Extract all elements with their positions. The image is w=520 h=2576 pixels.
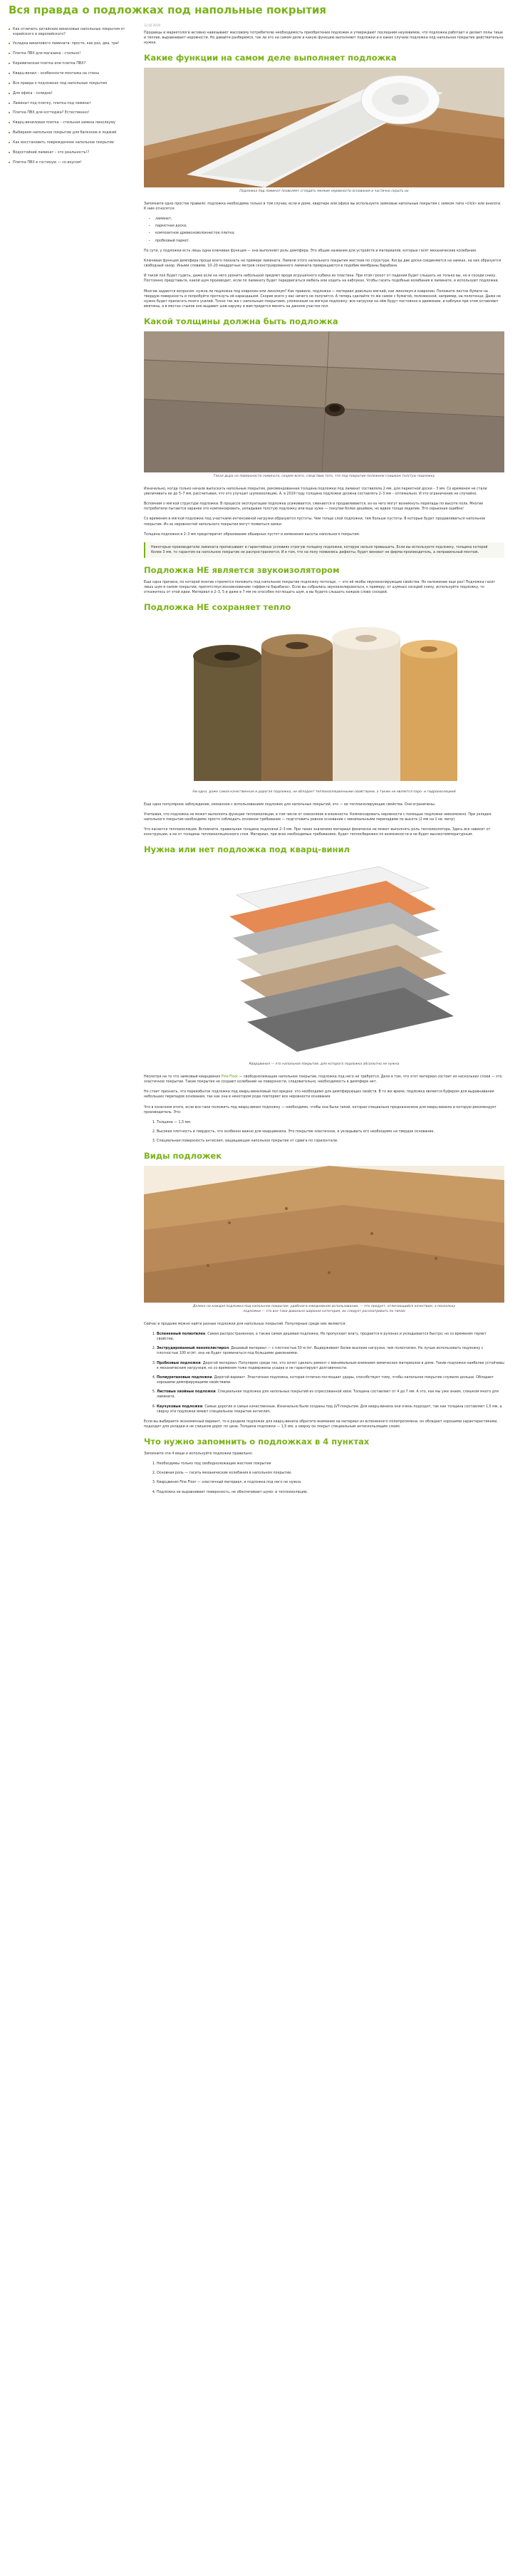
paragraph: Но стоит признать, что переизбыток подложки под кварц-виниловый пол вредно: это необходимо для демпфирующих свойств. В то же время, подложка является буфером для выравнивания небольших перепадов основания, так как она в некотором роде повторяет все неровности основания. — [144, 1090, 494, 1100]
list-item: 2. Высокая плотность и твердость, что особенно важно для кварцвинила. Это покрытие эластичное, и укладывать его необходимо на твердое основание. — [157, 1129, 504, 1134]
type-name: Листовые хвойные подложки — [157, 1390, 216, 1395]
page-title: Вся правда о подложках под напольные покрытия — [9, 4, 327, 16]
summary-list — [144, 1462, 504, 1495]
type-desc: Дешевый материал — с плотностью 50 кг/м³. Выдерживает более высокие нагрузки, чем полиэтилен. Но лучше использовать подложку с плотностью 100 кг/м³, она не будет проминаться под большими давлениями. — [157, 1347, 484, 1356]
figure-caption: Далеко не каждая подложка под напольное покрытие, удобная в ежедневном использовании, — это продукт, отличающийся качеством, а поскольку подложки — это все таки довольно широкая категория, их следует рассматривать по типам — [192, 1304, 456, 1313]
list-item: • пробковый паркет. — [155, 239, 504, 244]
figure-underlay-roll — [144, 68, 504, 195]
list-item: 3. Кварцвинил Fine Floor — эластичный материал, и подложка под него не нужна. — [157, 1480, 504, 1485]
sidebar-link[interactable]: Плитка ПВХ в гостиную — со вкусом! — [13, 160, 82, 165]
list-item: 4. Подложка не выравнивает поверхность, не обеспечивает шумо- и теплоизоляцию. — [157, 1490, 504, 1495]
section-heading-warmth: Подложка НЕ сохраняет тепло — [144, 602, 291, 613]
sidebar-item[interactable] — [9, 79, 137, 89]
sidebar-item[interactable] — [9, 148, 137, 158]
paragraph: Что касается теплоизоляции. Вспомните, правильная толщина подложки 2–3 мм. При таких значениях материал физически не может выполнять роль теплоизолятора. Здесь все зависит от конструкции, а не от толщины теплоизоляционного слоя. Материал, при всех необходимых требованиях, будет теплосбережен по возможности и не будет высокотемпературным. — [144, 828, 491, 837]
type-name: Каучуковые подложки — [157, 1405, 203, 1409]
function-list — [144, 217, 504, 244]
quartz-layers-image — [144, 859, 504, 1060]
figure-underlay-rolls — [144, 617, 504, 795]
sidebar-item[interactable] — [9, 128, 137, 138]
paragraph: Со временем в мягкой подложке под участками интенсивной нагрузки образуются пустоты. Чем толще слой подложки, тем больше пустоты. В которые будет продавливаться напольное покрытие. Из-за неровностей напольного покрытия могут появиться замки. — [144, 517, 486, 527]
list-item: 6. Каучуковые подложки. Самые дорогие и самые качественные. Изначально были созданы под LVT-покрытия. Для кварц-винила они очень подходят, так как толщина составляет 1,5 мм, а сверху эти подложки имеют специальное покрытие антислип. — [157, 1405, 504, 1414]
sidebar-link[interactable]: Водостойкий ламинат – это реальность!? — [13, 150, 90, 155]
cork-underlay-illustration — [144, 1166, 504, 1303]
paragraph — [144, 1075, 504, 1085]
article-intro: Продавцы и маркетологи активно навязывают массовому потребителю необходимость приобретения подложек и утверждают последним неуязвимое, что подложка работает и делает полы тише и теплее, выравнивает неровности. Но давайте разберемся, так ли это на самом деле и какую функцию выполняют подложки и в каких случаях подложка под напольное покрытие действительно нужна. — [144, 31, 504, 46]
article-date: 12.02.2019 — [144, 23, 160, 27]
quartz-requirements-list — [144, 1120, 504, 1144]
sidebar-link[interactable]: Ламинат под плитку, плитка под ламинат — [13, 100, 91, 105]
underlay-types-list — [144, 1332, 504, 1414]
sidebar-item[interactable] — [9, 138, 137, 148]
sidebar-item[interactable] — [9, 108, 137, 118]
section-heading-sound: Подложка НЕ является звукоизолятором — [144, 565, 340, 576]
underlay-roll-image — [144, 68, 504, 187]
sidebar-item[interactable] — [9, 69, 137, 79]
list-item: • ламинат; — [155, 217, 504, 222]
list-item: 2. Экструдированный пенополистирол. Дешевый материал — с плотностью 50 кг/м³. Выдерживает более высокие нагрузки, чем полиэтилен. Но лучше использовать подложку с плотностью 100 кг/м³, она не будет проминаться под большими давлениями. — [157, 1346, 504, 1356]
figure-cork-underlay — [144, 1166, 504, 1315]
section-heading-thickness: Какой толщины должна быть подложка — [144, 316, 338, 327]
figure-caption: Подложка под ламинат позволяет сгладить мелкие неровности основания и частично скрыть их — [239, 189, 409, 193]
sidebar-item[interactable] — [9, 59, 137, 69]
sidebar-item[interactable] — [9, 99, 137, 109]
sidebar-item[interactable] — [9, 25, 137, 40]
fine-floor-link[interactable]: Fine Floor — [221, 1075, 239, 1079]
sidebar-link[interactable]: Кварц-виниловая плитка – стильная замена линолеуму — [13, 120, 115, 125]
sidebar-link[interactable]: Керамическая плитка или плитка ПВХ? — [13, 61, 86, 66]
sidebar-item[interactable] — [9, 158, 137, 168]
sidebar-item[interactable] — [9, 49, 137, 59]
underlay-rolls-image — [144, 617, 504, 788]
type-name: Полиуретановые подложки — [157, 1375, 212, 1380]
type-desc: Дорогой вариант. Эластичная подложка, которая отлично поглощает удары, способствует тому, чтобы напольное покрытие служило дольше. Обладает хорошими демпфирующими свойствами. — [157, 1375, 494, 1385]
list-item: 1. Необходимы только под свободнолежащие жесткие покрытия — [157, 1462, 504, 1467]
cork-underlay-image — [144, 1166, 504, 1303]
paragraph: Вспомним о мягкой структуре подложки. В процессе эксплуатации подложка усаживается, сминается и продавливается, из-за чего могут возникнуть перепады по высоте пола. Многие потребители пытаются заранее это компенсировать, укладывая толстую подложку или еще хуже — покупая более дешёвое, но вдвое толще изделие. Это серьезная ошибка! — [144, 502, 484, 512]
figure-quartz-layers — [144, 859, 504, 1067]
laminate-hole-image — [144, 331, 504, 472]
sidebar-link[interactable]: Плитка ПВХ для магазина - стильно! — [13, 51, 81, 56]
paragraph: Сейчас в продаже можно найти разные подложки для напольных покрытий. Популярные среди них являются: — [144, 1322, 346, 1326]
laminate-hole-illustration — [144, 331, 504, 472]
figure-caption: Кварцвинил — это напольное покрытие, для которого подложка абсолютно не нужна — [249, 1062, 400, 1066]
type-desc: Специальная подложка для напольных покрытий из спрессованной хвои. Толщина составляет от 4 до 7 мм. А это, как мы уже знаем, слишком много для ламината. — [157, 1390, 499, 1400]
sidebar-list — [9, 25, 137, 168]
figure-caption: Такая дыра на поверхности ламината, скорее всего, следствие того, что под покрытие положили слишком толстую подложку — [213, 474, 435, 478]
list-item: 5. Листовые хвойные подложки. Специальная подложка для напольных покрытий из спрессованной хвои. Толщина составляет от 4 до 7 мм. А это, как мы уже знаем, слишком много для ламината. — [157, 1390, 504, 1400]
article — [144, 24, 504, 1500]
sidebar-link[interactable]: Вся правда о подложках под напольные покрытия — [13, 81, 107, 86]
warranty-note: Некоторые производители ламината прописывают в гарантийных условиях строгую толщину подложки, которую нельзя превышать. Если вы используете подложку, толщина которой более 3 мм, то гарантия на напольное покрытие не распространяется. И в том, что на полу появились дефекты, будет виноват не фирма-производитель, а неправильный монтаж. — [144, 542, 504, 558]
paragraph: Изначально, когда только начали выпускать напольные покрытия, рекомендованная толщина подложки под ламинат составляла 2 мм, для паркетной доски – 3 мм. Со временем не стали увеличивать ее до 5–7 мм, рассчитывая, что это улучшит шумоизоляцию. А, в 2019 году толщина подложки должна составлять 2–3 мм – оптимально. И это ограничение не случайно. — [144, 487, 487, 496]
list-item: 3. Специальная поверхность антислип, защищающая напольное покрытие от сдвига по горизонтали. — [157, 1139, 504, 1144]
sidebar-item[interactable] — [9, 39, 137, 49]
type-desc: Дорогой материал. Популярен среди тех, кто хочет сделать ремонт с минимальным влиянием химических материалов в доме. Такие подложки наиболее устойчивы к механическим нагрузкам, но со временем тоже подвержены усадке и не гарантируют долговечности. — [157, 1361, 504, 1370]
sidebar-link[interactable]: Как отличить китайские виниловые напольные покрытия от корейского и европейского? — [13, 26, 125, 36]
underlay-rolls-illustration — [144, 617, 504, 788]
paragraph: Еще одна причина, по которой многие стремятся положить под напольное покрытие подложку потолще, — это её якобы звукоизолирующие свойства. Но наложение еще раз! Подложка гасит лишь шум в самом покрытии, препятствуя возникновению «эффекта барабана». Если вы собрались звукоизолироваться, к примеру, от шумных соседей снизу, используйте подложку, то откажитесь от этой идеи. Материал в 2–3, 5 и даже в 7 мм не способен поглощать шум, а вы будете слышать каждое слово соседей. — [144, 580, 496, 595]
sidebar-link[interactable]: Укладка винилового ламината: просто, как раз, два, три! — [13, 41, 120, 46]
text-span: Несмотря на то что замковый кварцвинил — [144, 1075, 221, 1079]
list-item: 1. Толщина — 1,5 мм. — [157, 1120, 504, 1125]
paragraph: Запомните эти 4 вещи и используйте подложки правильно: — [144, 1452, 253, 1456]
sidebar-link[interactable]: Плитка ПВХ для коттеджа? Естественно! — [13, 110, 90, 115]
paragraph: Запомните одно простое правило: подложка необходима только в том случае, если в доме, квартире или офисе вы используете замковые напольные покрытия с замком типа «click» или аналоги. К ним относятся: — [144, 202, 501, 211]
sidebar-link[interactable]: Кварц-винил – особенности монтажа на стены — [13, 71, 100, 76]
paragraph: Ключевая функция демпфера проще всего показать на примере ламината. Ламели этого напольного покрытия жесткие по структуре. Когда две доски соединяются на замках, на них образуется свободный зазор. Иными словами, 10–20 квадратных метров сконструированного ламината превращаются в подобие мембраны барабана. — [144, 259, 501, 269]
sidebar — [9, 24, 144, 168]
section-heading-types: Виды подложек — [144, 1151, 222, 1162]
paragraph: Что в конечном итоге, если все-таки положить под кварц-винил подложку — необходимо, чтобы она была такой, которая специально предназначена для кварц-винила и которую рекомендует производитель. Это: — [144, 1105, 496, 1114]
figure-laminate-hole — [144, 331, 504, 480]
list-item: 4. Полиуретановые подложки. Дорогой вариант. Эластичная подложка, которая отлично поглощает удары, способствует тому, чтобы напольное покрытие служило дольше. Обладает хорошими демпфирующими свойствами. — [157, 1375, 504, 1385]
section-heading-summary: Что нужно запомнить о подложках в 4 пунктах — [144, 1437, 370, 1447]
figure-caption: Ни одна, даже самая качественная и дорогая подложка, не обладает теплоизоляционными свойствами, а также не является паро- и гидроизоляцией — [192, 790, 456, 794]
sidebar-item[interactable] — [9, 89, 137, 99]
paragraph: По сути, у подложки есть лишь одна ключевая функция — она выполняет роль демпфера. Это общие названия для устройств и материалов, которые гасят механические колебания. — [144, 249, 477, 253]
list-item: 1. Вспененный полиэтилен. Самая распространенная, а также самая дешевая подложка. Не пропускает влагу, продается в рулонах и укладывается быстро, но со временем теряет свойства. — [157, 1332, 504, 1342]
list-item: 3. Пробковые подложки. Дорогой материал. Популярен среди тех, кто хочет сделать ремонт с минимальным влиянием химических материалов в доме. Такие подложки наиболее устойчивы к механическим нагрузкам, но со временем тоже подвержены усадке и не гарантируют долговечности. — [157, 1361, 504, 1371]
list-item: • композитное древесноволокнистое плитка; — [155, 231, 504, 236]
paragraph: Многие задаются вопросом: нужна ли подложка под ковролин или линолеум? Как правило, подложка — материал довольно мягкий, как линолеум и ковролин. Положите листок бумаги на твердую поверхность и попробуйте проткнуть её карандашом. Скорее всего у вас ничего не получится. А теперь сделайте то же самое с бумагой, положенной, например, на полотенце. Даже не нужно будет прилагать много усилий. Точно так же с напольным покрытием, уложенным на мягкую подложку: все нагрузки на нём будут постоянно в движении, и каблуки при этом оставляют вмятины, а в местах стыков оно выдавит шов наружу и вам придется менять на данном участке пол. — [144, 289, 501, 309]
paragraph: И такой пол будет гудеть, даже если на него уронить небольшой предмет вроде игрушечного кубика из пластика. При этом грохот от падения будет слышать не только вы, но и соседи снизу. Постоянно представьте, какой шум производит, если по ламинату будет передвигаться мебель или ходить на каблуках. Чтобы гасить подобные колебания в ламинате, и используют подложки. — [144, 274, 499, 284]
paragraph: Если вы выбираете экономичный вариант, то в разделе подложек для кварц-винила обратите внимание на материал из вспененного полипропилена: он обладает хорошими характеристиками, подходит для укладки и не слишком дорог по цене. Толщина подложки — 1,5 мм, а сверху он покрыт специальным антискользящим слоем. — [144, 1420, 498, 1429]
paragraph: Толщина подложки в 2–3 мм предотвратит образование обширных пустот и изменения высоты напольного покрытия. — [144, 532, 360, 537]
type-name: Экструдированный пенополистирол — [157, 1347, 229, 1351]
text-span: — свободнолежащее напольное покрытие, подложка под него не требуется. Дело в том, что этот материал состоит из нескольких слоев — это эластичное покрытие. Такие покрытия не создают колебаний на поверхности, следовательно, необходимость в демпфере нет. — [144, 1075, 502, 1084]
list-item: • паркетная доска; — [155, 224, 504, 229]
type-name: Пробковые подложки — [157, 1361, 201, 1365]
list-item: 2. Основная роль — гасить механические колебания в напольном покрытии. — [157, 1471, 504, 1476]
sidebar-link[interactable]: Выбираем напольное покрытие для балконов и лоджий — [13, 130, 117, 135]
type-desc: Самые дорогие и самые качественные. Изначально были созданы под LVT-покрытия. Для кварц-винила они очень подходят, так как толщина составляет 1,5 мм, а сверху эти подложки имеют специальное покрытие антислип. — [157, 1405, 502, 1414]
type-desc: Самая распространенная, а также самая дешевая подложка. Не пропускает влагу, продается в рулонах и укладывается быстро, но со временем теряет свойства. — [157, 1332, 487, 1341]
quartz-layers-illustration — [144, 859, 504, 1060]
type-name: Вспененный полиэтилен — [157, 1332, 206, 1336]
paragraph: Еще одно популярное заблуждение, связанное с использованием подложек для напольных покрытий, это — ее теплоизолирующие свойства. Они ограничены. — [144, 802, 436, 807]
section-heading-quartz: Нужна или нет подложка под кварц-винил — [144, 844, 350, 855]
underlay-roll-illustration — [144, 68, 504, 187]
paragraph: Учитывая, что подложка не может выполнять функции теплоизоляции, в том числе от сквозняков и влажности. Компенсировать неровности с помощью подложки невозможно. При укладке напольного покрытия необходимо просто соблюдать основное требование — подготовить ровное основание с минимальными перепадами по высоте (2 мм на 1 кв. метр). — [144, 812, 492, 822]
sidebar-link[interactable]: Для офиса - солидно! — [13, 90, 53, 95]
sidebar-link[interactable]: Как восстановить поврежденное напольное покрытие — [13, 140, 114, 145]
sidebar-item[interactable] — [9, 118, 137, 128]
section-heading-functions: Какие функции на самом деле выполняет подложка — [144, 53, 397, 63]
